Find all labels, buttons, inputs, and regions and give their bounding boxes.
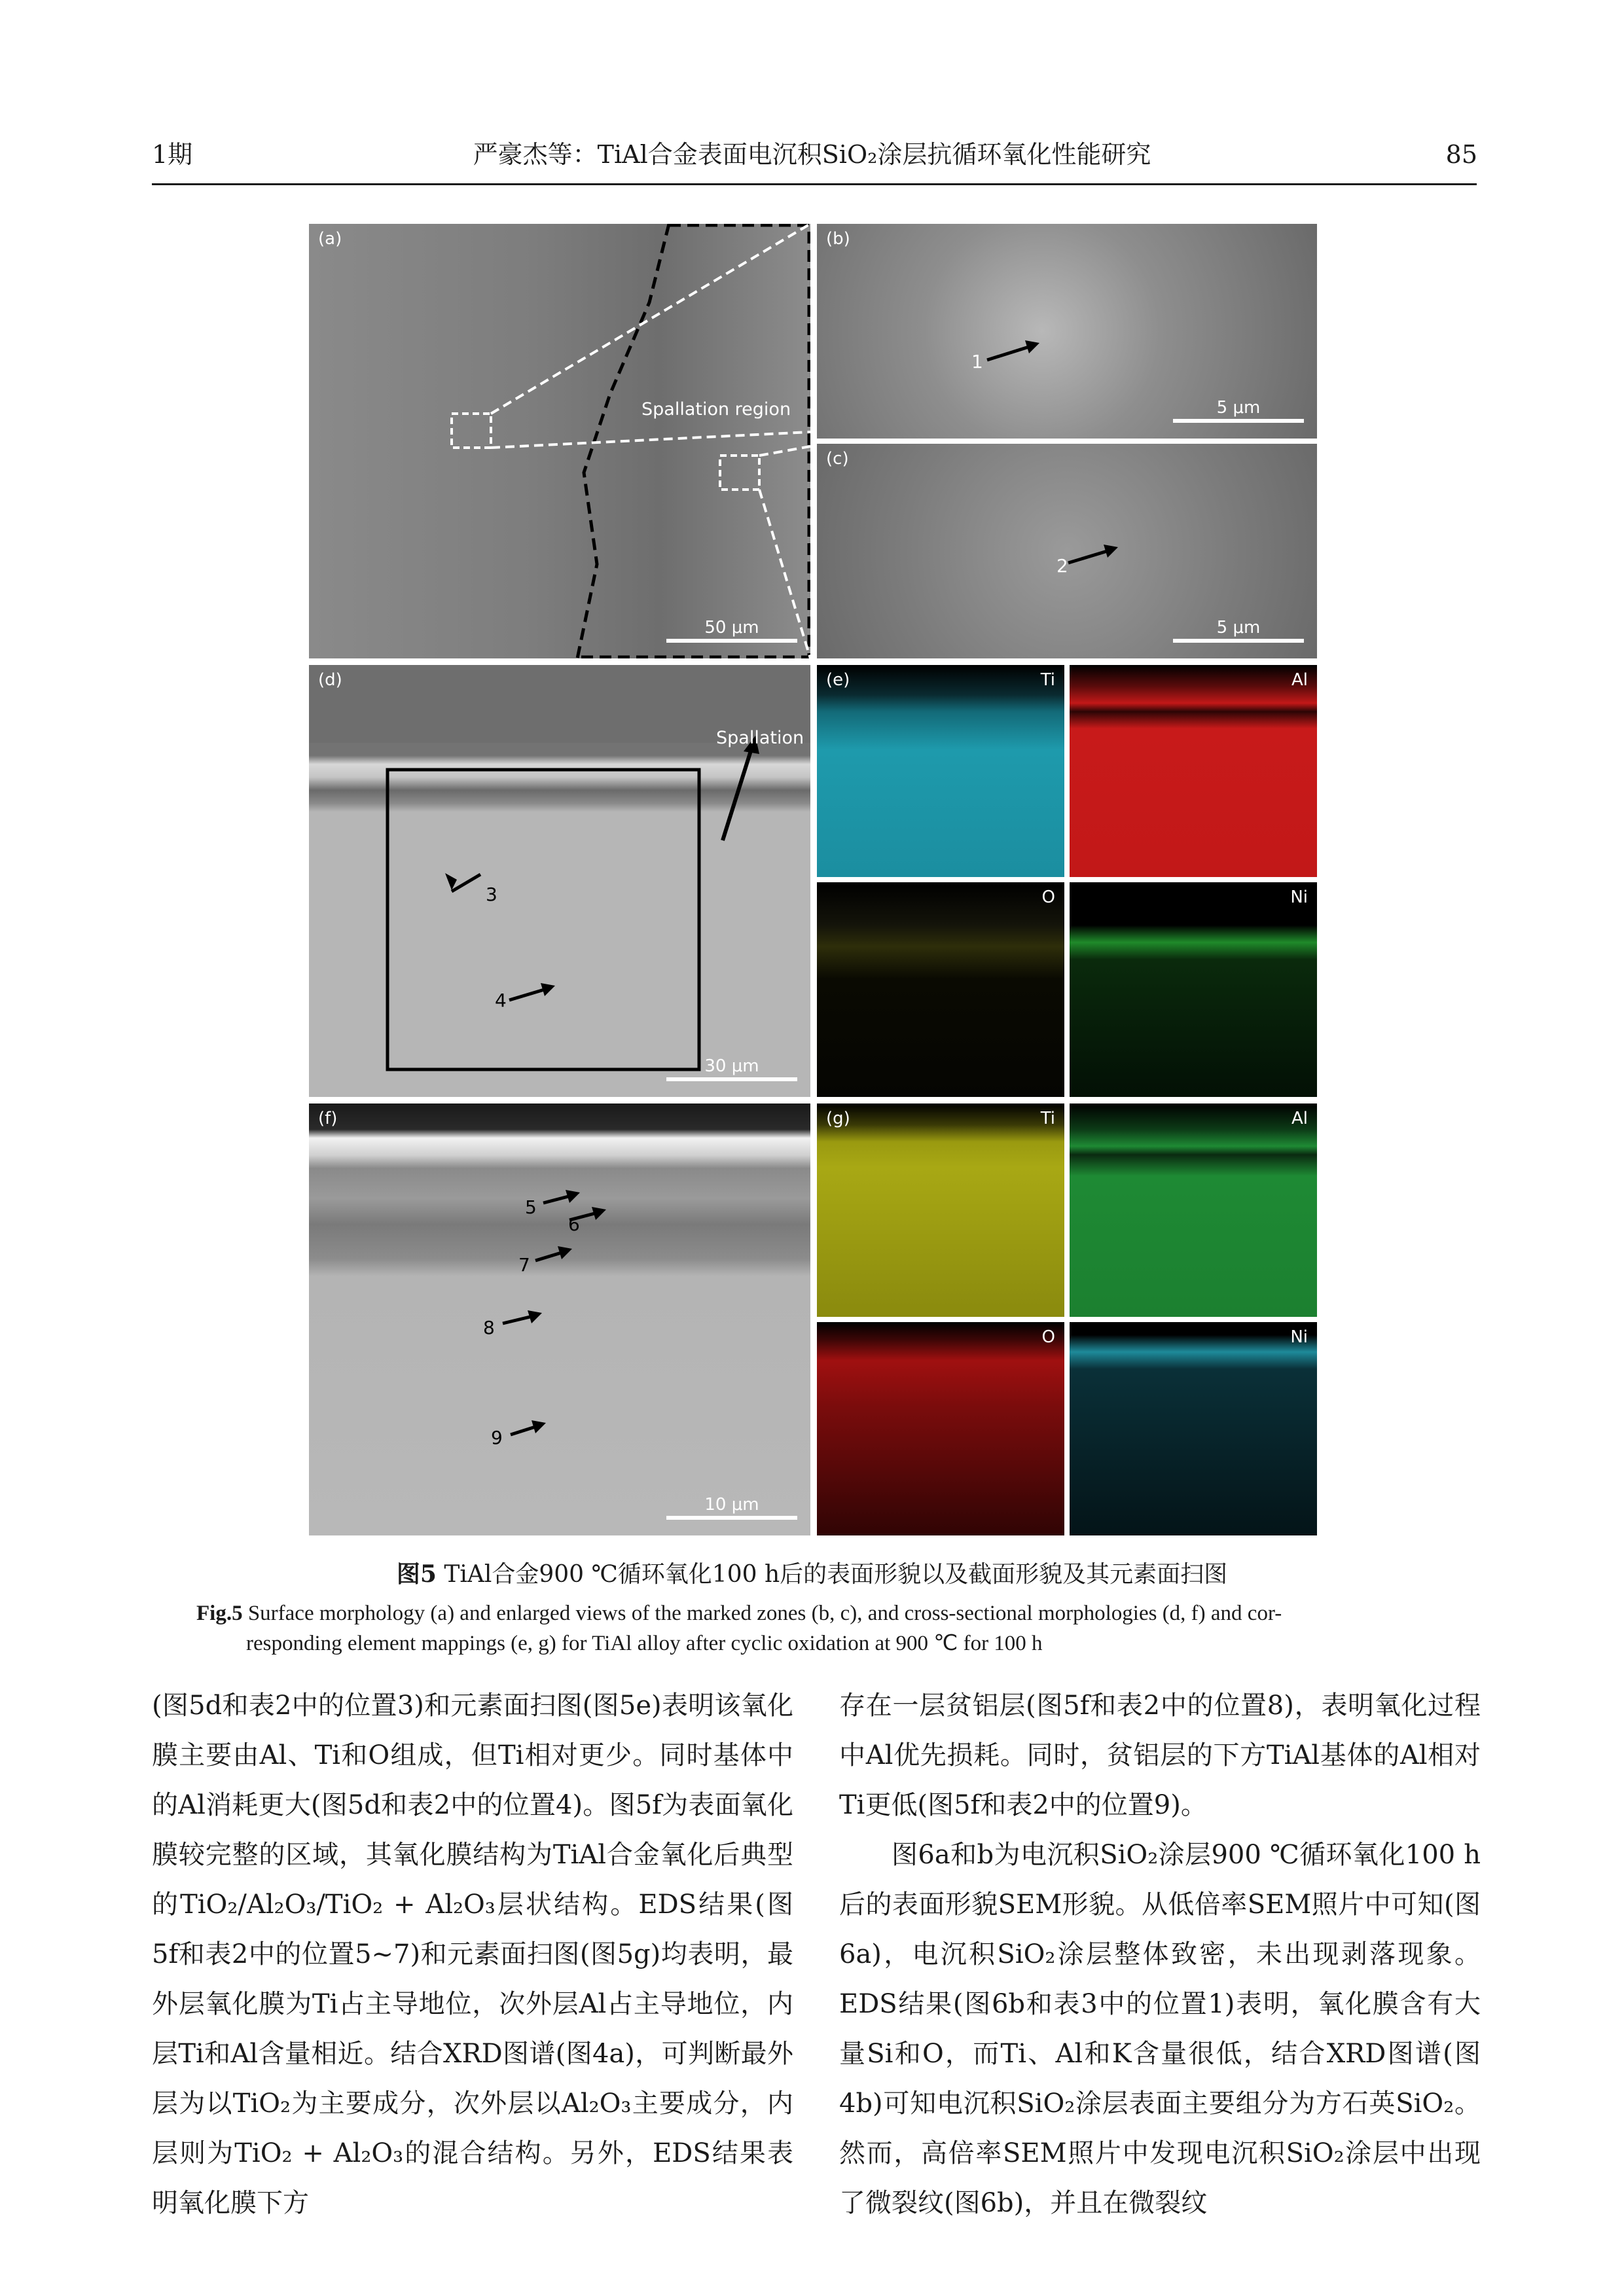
panel-b-enlarged-sem [817, 224, 1317, 439]
panel-f-cross-section [309, 1103, 810, 1535]
marker-3: 3 [486, 884, 497, 905]
panel-f-label: (f) [318, 1109, 338, 1128]
caption-en-line2: responding element mappings (e, g) for TiAl alloy after cyclic oxidation at 900 ℃ for 100 h [246, 1632, 1043, 1655]
body-column-left [152, 1681, 793, 2228]
panel-e-ti-map [817, 665, 1064, 877]
marker-7: 7 [518, 1254, 530, 1276]
figure-caption-cn [0, 1558, 1624, 1591]
page-number: 85 [1445, 140, 1477, 169]
panel-g-o-map [817, 1322, 1064, 1535]
caption-en-line1: Surface morphology (a) and enlarged views of the marked zones (b, c), and cross-sectional morphologies (d, f) and cor- [242, 1602, 1282, 1625]
marker-5: 5 [525, 1196, 537, 1218]
panel-g-ni-map [1070, 1322, 1317, 1535]
header-rule [152, 183, 1477, 185]
caption-en-label: Fig.5 [196, 1602, 243, 1625]
panel-e-label: (e) [826, 670, 850, 690]
panel-a-label: (a) [318, 229, 342, 249]
body-paragraph: 存在一层贫铝层(图5f和表2中的位置8)，表明氧化过程中Al优先损耗。同时，贫铝层的下方TiAl基体的Al相对Ti更低(图5f和表2中的位置9)。 [839, 1691, 1481, 1820]
g-ti-label: Ti [1040, 1109, 1055, 1128]
panel-g-ti-map [817, 1103, 1064, 1317]
e-o-label: O [1041, 888, 1055, 907]
panel-c-label: (c) [826, 449, 849, 469]
panel-a-surface-sem [309, 224, 810, 658]
marker-9: 9 [491, 1427, 503, 1448]
panel-d-cross-section [309, 665, 810, 1097]
marker-6: 6 [568, 1213, 580, 1235]
panel-a-scalebar: 50 μm [666, 618, 797, 643]
panel-b-scalebar: 5 μm [1173, 398, 1304, 423]
e-al-label: Al [1291, 670, 1308, 690]
figure-caption-en [196, 1598, 1427, 1659]
spallation-region-label: Spallation region [641, 399, 791, 420]
body-paragraph: 图6a和b为电沉积SiO₂涂层900 ℃循环氧化100 h后的表面形貌SEM形貌。从低倍率SEM照片中可知(图6a)，电沉积SiO₂涂层整体致密，未出现剥落现象。EDS结果(图6b和表3中的位置1)表明，氧化膜含有大量Si和O，而Ti、Al和K含量很低，结合XRD图谱(图4b)可知电沉积SiO₂涂层表面主要组分为方石英SiO₂。然而，高倍率SEM照片中发现电沉积SiO₂涂层中出现了微裂纹(图6b)，并且在微裂纹 [839, 1840, 1481, 2218]
panel-a-overlay [309, 224, 810, 658]
panel-e-o-map [817, 882, 1064, 1097]
caption-cn-text: TiAl合金900 ℃循环氧化100 h后的表面形貌以及截面形貌及其元素面扫图 [436, 1561, 1228, 1588]
body-paragraph: (图5d和表2中的位置3)和元素面扫图(图5e)表明该氧化膜主要由Al、Ti和O组成，但Ti相对更少。同时基体中的Al消耗更大(图5d和表2中的位置4)。图5f为表面氧化膜较完整的区域，其氧化膜结构为TiAl合金氧化后典型的TiO₂/Al₂O₃/TiO₂ + Al₂O₃层状结构。EDS结果(图5f和表2中的位置5~7)和元素面扫图(图5g)均表明，最外层氧化膜为Ti占主导地位，次外层Al占主导地位，内层Ti和Al含量相近。结合XRD图谱(图4a)，可判断最外层为以TiO₂为主要成分，次外层以Al₂O₃主要成分，内层则为TiO₂ + Al₂O₃的混合结构。另外，EDS结果表明氧化膜下方 [152, 1691, 793, 2218]
e-ti-label: Ti [1040, 670, 1055, 690]
panel-f-scalebar: 10 μm [666, 1495, 797, 1520]
panel-d-scalebar: 30 μm [666, 1056, 797, 1081]
g-ni-label: Ni [1290, 1327, 1308, 1347]
running-title: 严豪杰等：TiAl合金表面电沉积SiO₂涂层抗循环氧化性能研究 [473, 140, 1151, 169]
marker-2: 2 [1056, 555, 1068, 577]
panel-d-label: (d) [318, 670, 342, 690]
panel-e-ni-map [1070, 882, 1317, 1097]
g-al-label: Al [1291, 1109, 1308, 1128]
marker-4: 4 [495, 990, 507, 1011]
caption-cn-label: 图5 [396, 1560, 437, 1588]
marker-1: 1 [971, 351, 983, 372]
body-column-right [839, 1681, 1481, 2228]
panel-f-arrows [309, 1103, 810, 1535]
panel-c-enlarged-sem [817, 444, 1317, 658]
g-o-label: O [1041, 1327, 1055, 1347]
marker-8: 8 [483, 1317, 495, 1338]
panel-c-scalebar: 5 μm [1173, 618, 1304, 643]
panel-b-label: (b) [826, 229, 850, 249]
issue-number: 1期 [152, 140, 193, 169]
panel-e-al-map [1070, 665, 1317, 877]
spallation-label: Spallation [716, 728, 804, 748]
panel-g-label: (g) [826, 1109, 850, 1128]
panel-g-al-map [1070, 1103, 1317, 1317]
e-ni-label: Ni [1290, 888, 1308, 907]
